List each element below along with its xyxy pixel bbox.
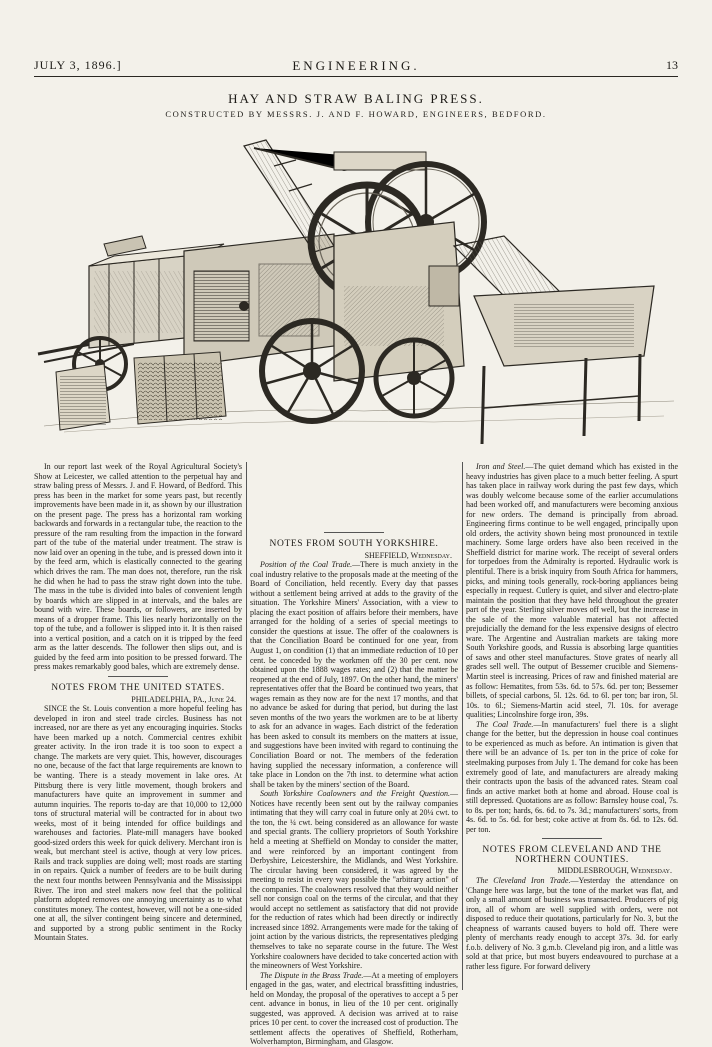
cleveland-iron-paragraph	[466, 876, 678, 971]
freight-question-text: —Notices have recently been sent out by the railway companies intimating that they will carry coal in future only at 20¼ cwt. to the ton, the ¼ cwt. being considered as an allowance for waste and special grants. The colliery proprietors of South Yorkshire held a meeting at Sheffield on Monday to consider the matter, and were reinforced by an important contingent from Derbyshire, Leicestershire, the Midlands, and West Yorkshire. The circular having been considered, it was agreed by the meeting to resist in every way possible the "arbitrary action" of the companies. The coalowners resolved that they would neither sell nor consign coal on the terms of the circular, and that they would accept no settlement as satisfactory that did not provide for the reduction of rates which had been directly or indirectly increased since 1892. Arrangements were made for the taking of joint action by the various districts, the representatives pledging themselves to take no separate course in the future. The West Yorkshire coalowners have decided to take concerted action with the mineowners of West Yorkshire.	[250, 789, 459, 971]
iron-and-steel-paragraph	[466, 462, 678, 720]
dateline-philadelphia: PHILADELPHIA, PA., June 24.	[131, 694, 236, 704]
column-divider	[462, 462, 463, 990]
coal-trade-position-paragraph	[250, 560, 458, 789]
section-rule	[324, 532, 384, 533]
hay-bales	[56, 352, 226, 430]
baling-press-engraving	[34, 126, 678, 456]
section-heading-south-yorkshire: NOTES FROM SOUTH YORKSHIRE.	[269, 539, 439, 549]
coal-trade-position-text: —There is much anxiety in the coal industry relative to the proposals made at the meeting of the Board of Conciliation, held recently. Every day that passes without a settlement being arrived at adds to the gravity of the situation. The Yorkshire Miners' Association, with a view to placing the exact position of affairs before their members, have arranged for the holding of a series of special meetings to consider the questions at issue. The offer of the coalowners is that the Conciliation Board be continued for one year, from August 1, on condition (1) that an immediate reduction of 10 per cent. be conceded by the workmen off the 30 per cent. now obtained upon the 1888 wages rates; and (2) that the matter be reopened at the end of July, 1897. On the other hand, the miners' representatives offer that the Board be continued two years, that wages remain as they now are for the next 17 months, and that no advance be asked for during that period, but during the last seven months of the two years the workmen are to be at liberty to ask for an advance in wages. Each district of the federation has been asked to consult its members on the matters at issue, and suggestions have been invited with regard to continuing the Conciliation Board or not. The members of the federation having supplied the necessary information, a conference will take place in London on the 7th inst. to determine what action shall be taken by the miners' section of the Board.	[250, 560, 458, 789]
coal-trade-position-title: Position of the Coal Trade.	[260, 560, 353, 570]
cleveland-iron-text: —Yesterday the attendance on 'Change here was large, but the tone of the market was flat, and only a small amount of business was transacted. Producers of pig iron, all of whom are well supplied with orders, were not disposed to reduce their quotations, particularly for No. 3, but the cheapness of warrants caused buyers to hold off. There were plenty of merchants ready enough to accept 37s. 3d. for early f.o.b. delivery of No. 3 g.m.b. Cleveland pig iron, and a little was sold at that price, but most buyers endeavoured to purchase at a rather less figure. For forward delivery	[466, 875, 678, 971]
baling-press-article-body: In our report last week of the Royal Agricultural Society's Show at Leicester, we called attention to the perpetual hay and straw baling press of Messrs. J. and F. Howard, of Bedford. This press has been in the market for some years past, but recently improvements have been made in it, as shown by our illustration on the present page. The press has a horizontal ram working backwards and forwards in a rectangular tube, the reaction to the pressure of the ram resulting from the impaction in the forward part of the tube of the material under treatment. The straw is now laid over an opening in the tube, and is pressed down into it by the feed arm, which is elastically connected to the gearing which drives the ram. The man does not, therefore, run the risk he did when he had to pass the straw right down into the tube. The mass in the tube is divided into bales of convenient length by boards which are slipped in at intervals, and the bales are bound with wire. These boards, or followers, are inserted by means of a dropper frame. This lies nearly horizontally on the top of the tube, and a follower is slipped into it. It is then raised into a vertical position, and a catch on it is tripped by the feed arm as the latter descends. The follower then slips out, and is guided by the feed arm into position to be pressed forward. The press makes remarkably good bales, which are extremely dense.	[34, 462, 242, 672]
back-wheel	[376, 340, 452, 416]
brass-trade-paragraph	[250, 971, 458, 1047]
dateline-sheffield: SHEFFIELD, Wednesday.	[364, 550, 452, 560]
cleveland-iron-title: The Cleveland Iron Trade.	[476, 875, 571, 885]
text-columns	[34, 462, 678, 1047]
iron-and-steel-text: —The quiet demand which has existed in the heavy industries has given place to a much better feeling. A spurt has taken place in railway work during the past few days, which was doubly welcome because some of the earlier accumulations had been worked off, and manufacturers were becoming anxious for new orders. The demand is principally from abroad. Engineering firms continue to be well engaged, principally upon old orders, the activity shown being most pronounced in textile machinery. Some large orders have also been received in the Sheffield district for marine work. The receipt of several orders for torpedoes from the Admiralty is reported. Hydraulic work is plentiful. There is a brisk inquiry from South Africa for hammers, picks, and mining tools generally, rock-boring appliances being especially in request. Cutlery is quiet, and silver and electro-plate maintain the position that they have held throughout the greater part of the year. Sterling silver moves off well, but the increase in the sale of the more valuable material has not affected prejudicially the demand for the less expensive designs of electro ware. The Argentine and Australian markets are taking more South Yorkshire goods, and Russia is absorbing large quantities of saws and other steel manufactures. Stove grates of nearly all grades sell well. The output of Bessemer crucible and Siemens-Martin steel is increasing. Prices of raw and finished material are as follow: Hematites, from 53s. 6d. to 57s. 6d. per ton; Bessemer billets, of special carbons, 5l. 12s. 6d. to 6l. per ton; bar iron, 5l. 10s. to 6l.; Siemens-Martin acid steel, 7l. 10s. for average qualities; Lincolnshire forge iron, 39s.	[466, 462, 678, 720]
coal-trade-text: —In manufacturers' fuel there is a slight change for the better, but the depression in house coal continues to be experienced as much as before. An intimation is given that there will be an advance of 1s. per ton in the price of coke for steelmaking purposes from July 1. The demand for coke has been extremely good of late, and manufacturers are already making their contracts upon the basis of the advanced rates. Steam coal finds an active market both at home and abroad. House coal is still depressed. Quotations are as follow: Barnsley house coal, 7s. to 8s. per ton; hards, 6s. 6d. to 7s. 3d.; manufacturers' sorts, from 4s. 6d. to 5s. 6d. for best; coke active at from 8s. 6d. to 12s. 6d. per ton.	[466, 719, 678, 834]
freight-question-paragraph	[250, 789, 458, 970]
section-heading-united-states: NOTES FROM THE UNITED STATES.	[51, 683, 225, 694]
journal-name: ENGINEERING.	[292, 58, 420, 73]
section-heading-cleveland: NOTES FROM CLEVELAND AND THE NORTHERN COUNTIES.	[482, 845, 662, 865]
hopper-elevator	[454, 236, 654, 444]
brass-trade-text: —At a meeting of employers engaged in the gas, water, and electrical brassfitting industries, held on Monday, the proposal of the operatives to accept a 5 per cent. advance in bonus, in lieu of the 10 per cent. originally suggested, was approved. A decision was arrived at to raise prices 10 per cent. to cover the increased cost of production. The settlement affects the operatives of Sheffield, Rotherham, Wolverhampton, Birmingham, and Glasgow.	[250, 970, 459, 1047]
section-rule	[542, 838, 602, 839]
united-states-body: SINCE the St. Louis convention a more hopeful feeling has developed in iron and steel trade circles. Business has not increased, nor are there as yet any encouraging inquiries. Stocks have been marked up a notch. Commercial centres exhibit greater activity. In the iron trade it is too soon to expect a change. The markets are very quiet. This, however, discourages no one, because of the fact that large requirements are known to be wanting. There is a steady movement in lake ores. At Pittsburg there is very little movement, though brokers and manufacturers have quite an improvement in summer and autumn inquiries. The reports to-day are that 10,000 to 12,000 tons of structural material will be contracted for in about two weeks, most of it being intended for office buildings and warehouses and factories. Plate-mill managers have booked good-sized orders this week for quick delivery. Merchant iron is weak, but merchant steel is active, though at very low prices. Rails and track supplies are doing well; most roads are starting in on repairs. Quick a number of feeders are to be built during the next four months between Pennsylvania and the Mississippi River. The iron and steel makers now feel that the political platform adopted removes one annoying uncertainty as to what constitutes money. The contest, however, will not be a one-sided one at all, the silver contingent being sincere and determined, and supported by a strong public sentiment in the Rocky Mountain States.	[34, 704, 242, 943]
coal-trade-paragraph	[466, 720, 678, 835]
iron-and-steel-title: Iron and Steel.	[476, 462, 526, 471]
header-rule	[34, 76, 678, 77]
article-subtitle: CONSTRUCTED BY MESSRS. J. AND F. HOWARD, ENGINEERS, BEDFORD.	[165, 109, 547, 119]
page-number: 13	[666, 58, 678, 72]
coal-trade-title: The Coal Trade.	[476, 719, 534, 729]
column-divider	[246, 462, 247, 990]
section-rule	[108, 676, 168, 677]
brass-trade-title: The Dispute in the Brass Trade.	[260, 970, 364, 980]
article-title: HAY AND STRAW BALING PRESS.	[228, 91, 484, 106]
column-1	[34, 462, 242, 990]
issue-date: JULY 3, 1896.]	[34, 58, 122, 72]
dateline-middlesbrough: MIDDLESBROUGH, Wednesday.	[557, 866, 672, 876]
running-head	[34, 58, 678, 74]
column-3	[466, 462, 678, 990]
column-2	[250, 462, 459, 1047]
freight-question-title: South Yorkshire Coalowners and the Freight Question.	[260, 789, 450, 799]
